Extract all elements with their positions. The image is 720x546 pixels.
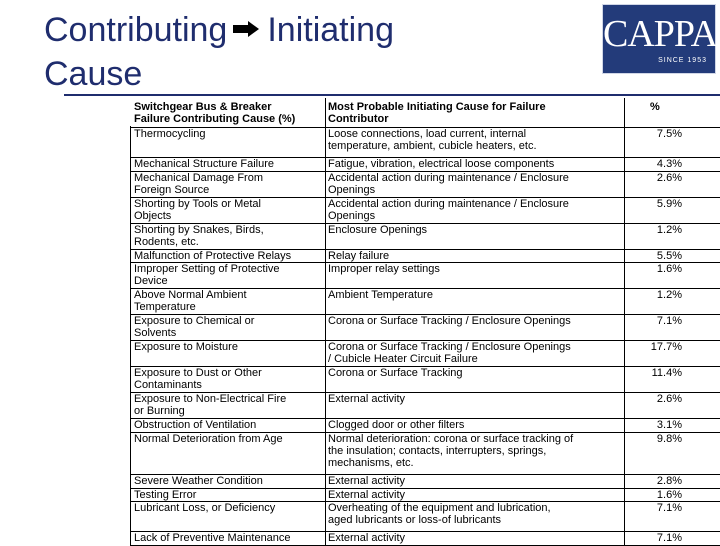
title-line-2: Cause <box>44 55 143 93</box>
contributing-cause-cell: Exposure to Dust or Other Contaminants <box>134 367 262 391</box>
initiating-cause-cell: Corona or Surface Tracking <box>328 367 463 379</box>
contributing-cause-cell: Lubricant Loss, or Deficiency <box>134 502 276 514</box>
contributing-cause-cell: Above Normal Ambient Temperature <box>134 289 247 313</box>
percent-cell: 9.8% <box>656 432 682 445</box>
initiating-cause-cell: Normal deterioration: corona or surface tracking of the insulation; contacts, interrupters, springs, mechanisms, etc. <box>328 432 574 469</box>
initiating-cause-cell: Improper relay settings <box>328 263 440 275</box>
header-contributing-cause: Switchgear Bus & Breaker Failure Contributing Cause (%) <box>134 101 296 125</box>
initiating-cause-cell: Ambient Temperature <box>328 289 433 301</box>
percent-cell: 7.1% <box>656 502 682 514</box>
column-divider <box>325 98 326 546</box>
contributing-cause-cell: Mechanical Damage From Foreign Source <box>134 171 263 196</box>
column-divider <box>624 98 625 546</box>
percent-cell: 1.2% <box>656 289 682 301</box>
percent-cell: 5.9% <box>656 197 682 210</box>
contributing-cause-cell: Shorting by Snakes, Birds, Rodents, etc. <box>134 223 264 248</box>
percent-cell: 1.6% <box>656 263 682 275</box>
initiating-cause-cell: Accidental action during maintenance / Enclosure Openings <box>328 171 569 196</box>
initiating-cause-cell: External activity <box>328 488 406 501</box>
header-percent: % <box>650 101 660 113</box>
initiating-cause-cell: Corona or Surface Tracking / Enclosure Openings <box>328 315 571 327</box>
percent-cell: 7.5% <box>656 128 682 140</box>
column-divider <box>130 126 131 546</box>
logo-since: SINCE 1953 <box>658 57 707 64</box>
contributing-cause-cell: Mechanical Structure Failure <box>134 158 275 170</box>
logo-name: CAPPA <box>603 13 718 55</box>
initiating-cause-cell: Accidental action during maintenance / Enclosure Openings <box>328 197 569 222</box>
initiating-cause-cell: Enclosure Openings <box>328 223 428 236</box>
contributing-cause-cell: Improper Setting of Protective Device <box>134 263 280 287</box>
percent-cell: 7.1% <box>656 315 682 327</box>
percent-cell: 7.1% <box>656 532 682 544</box>
initiating-cause-cell: Loose connections, load current, internal temperature, ambient, cubicle heaters, etc. <box>328 128 537 152</box>
initiating-cause-cell: External activity <box>328 475 406 487</box>
contributing-cause-cell: Lack of Preventive Maintenance <box>134 532 291 544</box>
contributing-cause-cell: Normal Deterioration from Age <box>134 432 283 445</box>
contributing-cause-cell: Exposure to Moisture <box>134 341 238 353</box>
percent-cell: 3.1% <box>656 419 682 431</box>
initiating-cause-cell: Clogged door or other filters <box>328 419 465 431</box>
initiating-cause-cell: Corona or Surface Tracking / Enclosure Openings / Cubicle Heater Circuit Failure <box>328 341 571 365</box>
percent-cell: 2.8% <box>656 475 682 487</box>
percent-cell: 17.7% <box>650 341 682 353</box>
right-arrow-icon <box>233 21 259 37</box>
row-separator <box>130 545 720 546</box>
percent-cell: 11.4% <box>651 367 682 379</box>
contributing-cause-cell: Severe Weather Condition <box>134 475 263 487</box>
title-line-1b: Initiating <box>267 11 394 49</box>
slide-title <box>44 8 394 96</box>
contributing-cause-cell: Obstruction of Ventilation <box>134 419 257 431</box>
percent-cell: 1.2% <box>656 223 682 236</box>
contributing-cause-cell: Exposure to Non-Electrical Fire or Burning <box>134 393 287 417</box>
initiating-cause-cell: Overheating of the equipment and lubrication, aged lubricants or loss-of lubricants <box>328 502 551 526</box>
title-line-1: Contributing <box>44 11 228 49</box>
cappa-logo <box>602 4 716 74</box>
percent-cell: 4.3% <box>656 158 682 170</box>
percent-cell: 2.6% <box>656 171 682 184</box>
contributing-cause-cell: Thermocycling <box>134 128 206 140</box>
contributing-cause-cell: Exposure to Chemical or Solvents <box>134 315 255 339</box>
percent-cell: 1.6% <box>656 488 682 501</box>
percent-cell: 5.5% <box>656 249 682 262</box>
header-initiating-cause: Most Probable Initiating Cause for Failure Contributor <box>328 101 546 125</box>
title-divider <box>64 94 720 96</box>
contributing-cause-cell: Testing Error <box>134 488 197 501</box>
initiating-cause-cell: External activity <box>328 393 406 405</box>
initiating-cause-cell: External activity <box>328 532 406 544</box>
contributing-cause-cell: Malfunction of Protective Relays <box>134 249 292 262</box>
initiating-cause-cell: Relay failure <box>328 249 390 262</box>
contributing-cause-cell: Shorting by Tools or Metal Objects <box>134 197 261 222</box>
initiating-cause-cell: Fatigue, vibration, electrical loose components <box>328 158 555 170</box>
percent-cell: 2.6% <box>656 393 682 405</box>
